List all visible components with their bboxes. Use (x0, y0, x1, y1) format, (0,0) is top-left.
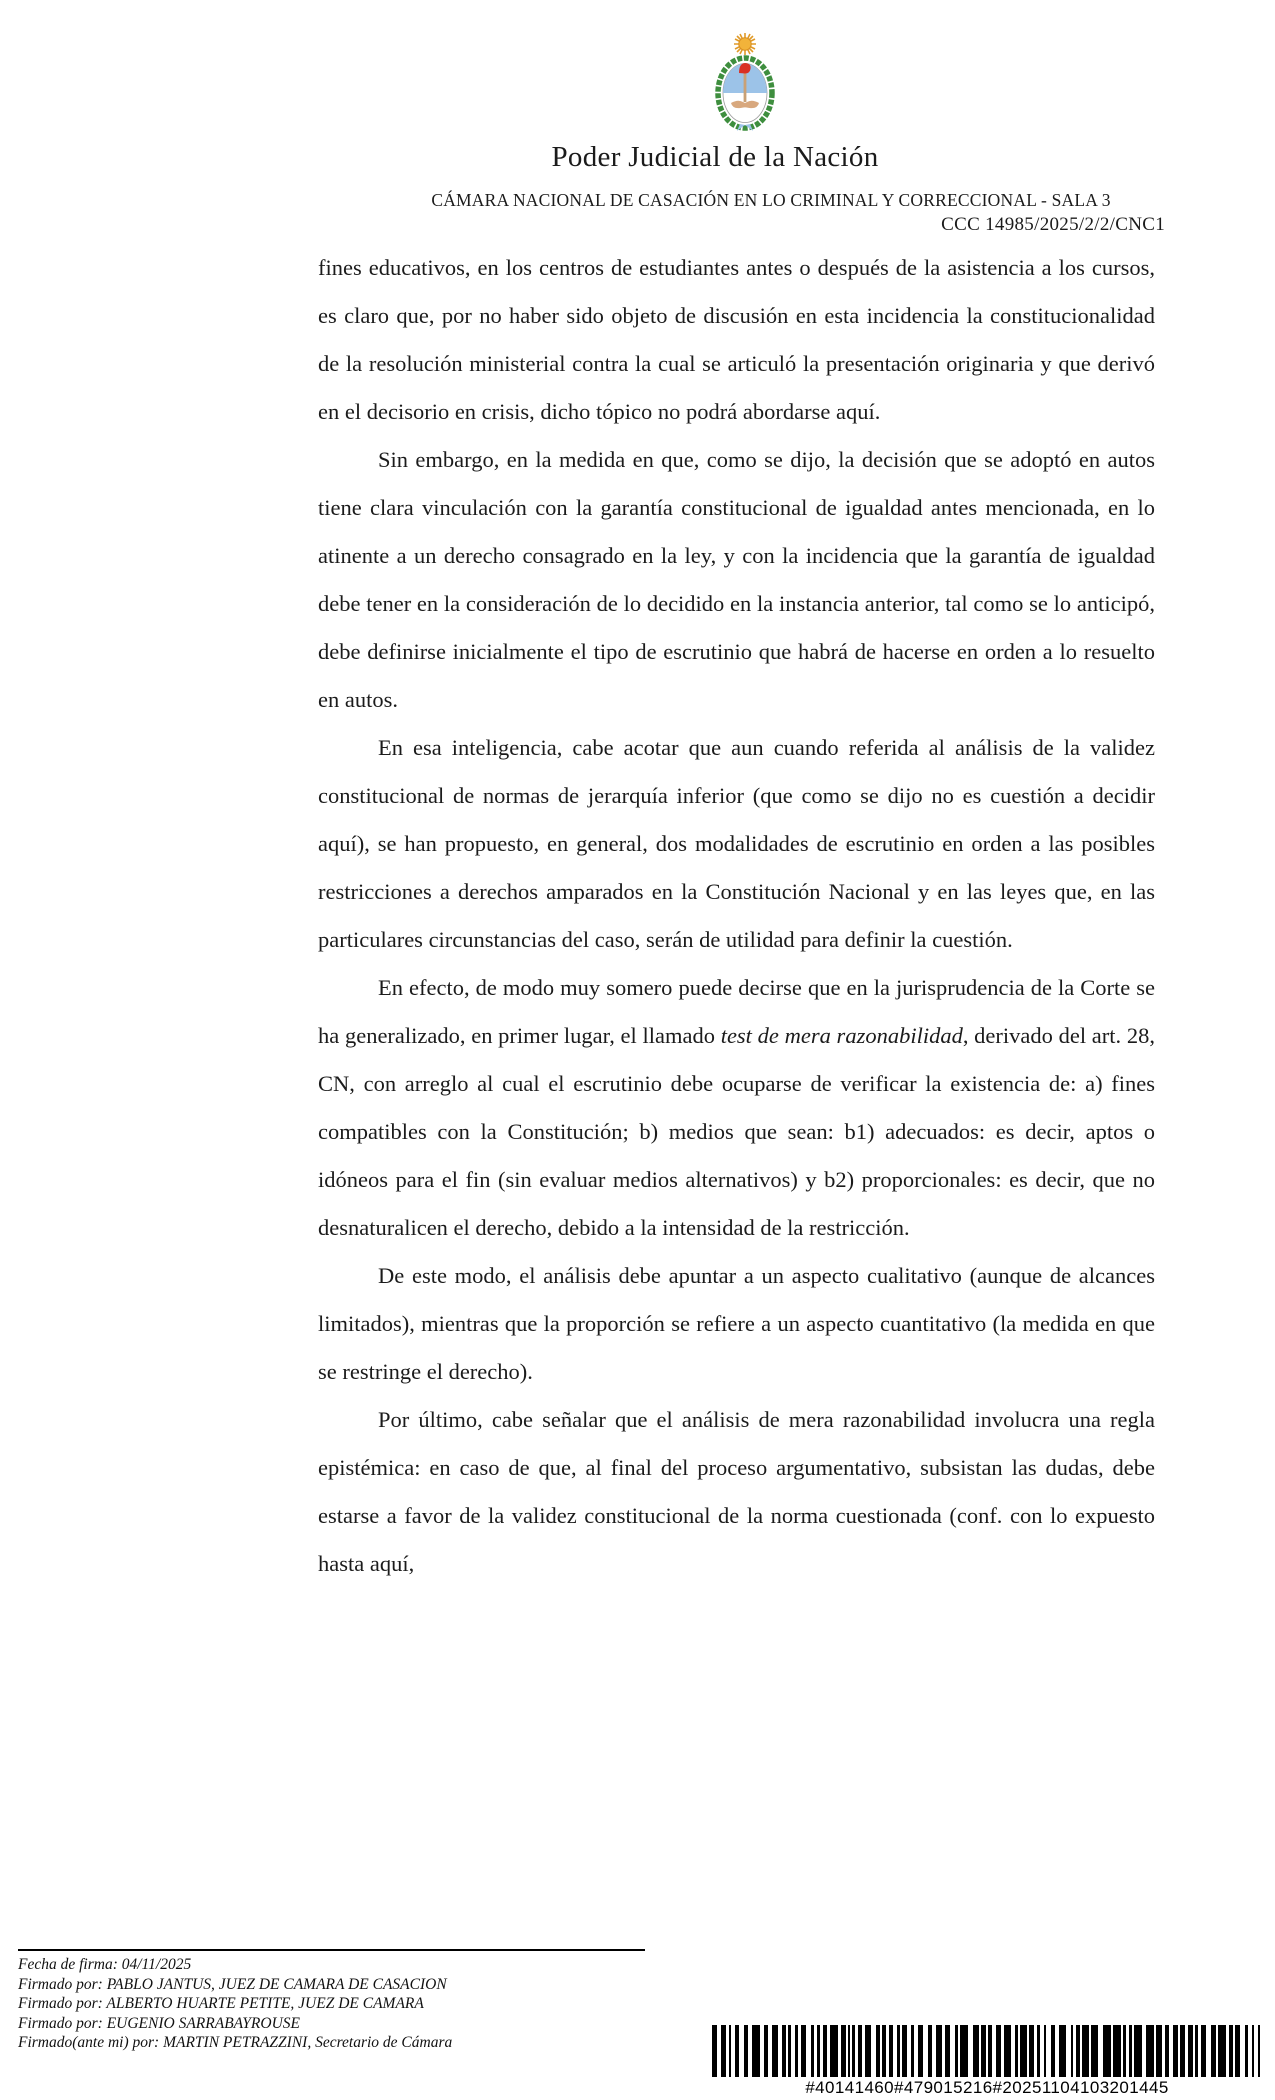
barcode (712, 2025, 1262, 2098)
coat-of-arms-icon (709, 33, 781, 135)
body-paragraph: fines educativos, en los centros de estudiantes antes o después de la asistencia a los cursos, es claro que, por no haber sido objeto de discusión en esta incidencia la constitucionalidad de la resolución ministerial contra la cual se articuló la presentación originaria y que derivó en el decisorio en crisis, dicho tópico no podrá abordarse aquí. (318, 255, 1155, 424)
barcode-caption: #40141460#479015216#20251104103201445 (805, 2078, 1169, 2097)
body-paragraph: En efecto, de modo muy somero puede decirse que en la jurisprudencia de la Corte se ha generalizado, en primer lugar, el llamado test de mera razonabilidad, derivado del art. 28, CN, con arreglo al cual el escrutinio debe ocuparse de verificar la existencia de: a) fines compatibles con la Constitución; b) medios que sean: b1) adecuados: es decir, aptos o idóneos para el fin (sin evaluar medios alternativos) y b2) proporcionales: es decir, que no desnaturalicen el derecho, debido a la intensidad de la restricción. (318, 975, 1156, 1240)
signature-line: Firmado por: EUGENIO SARRABAYROUSE (18, 2014, 300, 2032)
body-paragraph: Sin embargo, en la medida en que, como se dijo, la decisión que se adoptó en autos tiene clara vinculación con la garantía constitucional de igualdad antes mencionada, en lo atinente a un derecho consagrado en la ley, y con la incidencia que la garantía de igualdad debe tener en la consideración de lo decidido en la instancia anterior, tal como se lo anticipó, debe definirse inicialmente el tipo de escrutinio que habrá de hacerse en orden a lo resuelto en autos. (318, 447, 1155, 712)
signature-line: Firmado por: ALBERTO HUARTE PETITE, JUEZ DE CAMARA (18, 1995, 424, 2012)
footer-divider (18, 1949, 645, 1951)
body-paragraph: De este modo, el análisis debe apuntar a un aspecto cualitativo (aunque de alcances limitados), mientras que la proporción se refiere a un aspecto cuantitativo (la medida en que se restringe el derecho). (318, 1263, 1155, 1384)
body-paragraph: En esa inteligencia, cabe acotar que aun cuando referida al análisis de la validez constitucional de normas de jerarquía inferior (que como se dijo no es cuestión a decidir aquí), se han propuesto, en general, dos modalidades de escrutinio en orden a las posibles restricciones a derechos amparados en la Constitución Nacional y en las leyes que, en las particulares circunstancias del caso, serán de utilidad para definir la cuestión. (318, 735, 1155, 952)
body-text (318, 244, 1155, 1588)
chamber-title: CÁMARA NACIONAL DE CASACIÓN EN LO CRIMINAL Y CORRECCIONAL - SALA 3 (431, 190, 1111, 210)
signature-line: Firmado por: PABLO JANTUS, JUEZ DE CAMARA DE CASACION (18, 1975, 447, 1993)
body-paragraph: Por último, cabe señalar que el análisis de mera razonabilidad involucra una regla epistémica: en caso de que, al final del proceso argumentativo, subsistan las dudas, debe estarse a favor de la validez constitucional de la norma cuestionada (conf. con lo expuesto hasta aquí, (318, 1407, 1155, 1576)
barcode-bars (712, 2025, 1262, 2077)
case-number: CCC 14985/2025/2/2/CNC1 (941, 214, 1165, 235)
page-title: Poder Judicial de la Nación (551, 141, 879, 173)
signature-block (18, 1955, 452, 2053)
sun-icon (734, 33, 756, 55)
signature-line: Fecha de firma: 04/11/2025 (18, 1956, 192, 1973)
signature-line: Firmado(ante mi) por: MARTIN PETRAZZINI, Secretario de Cámara (18, 2034, 453, 2051)
